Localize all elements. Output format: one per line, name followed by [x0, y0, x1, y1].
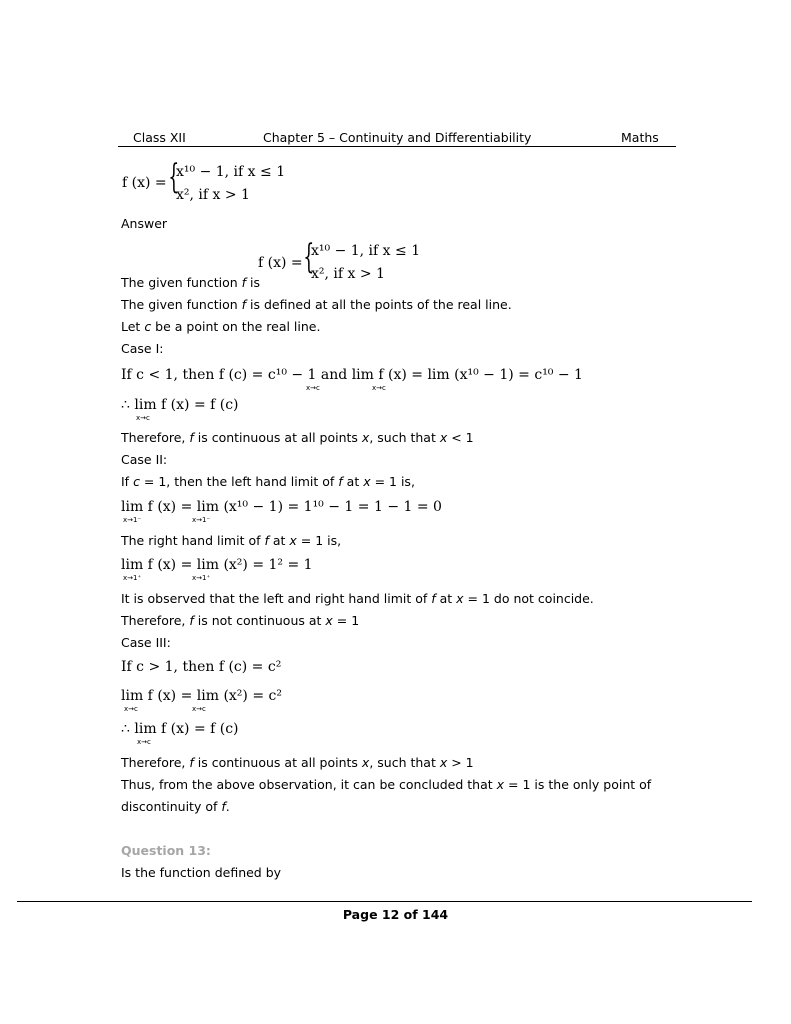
question-13-heading: Question 13:: [121, 843, 211, 858]
page-number: Page 12 of 144: [342, 907, 449, 922]
case1-conclusion: ∴ lim f (x) = f (c): [121, 397, 239, 413]
question-13-text: Is the function defined by: [121, 865, 282, 880]
case3-conclusion: ∴ lim f (x) = f (c): [121, 721, 239, 737]
case1-equation: If c < 1, then f (c) = c¹⁰ − 1 and lim f (x) = lim (x¹⁰ − 1) = c¹⁰ − 1: [121, 367, 583, 383]
right-hand-limit-equation: lim f (x) = lim (x²) = 1² = 1: [121, 557, 313, 573]
header-rule: [118, 146, 676, 147]
header-subject: Maths: [621, 130, 659, 145]
left-hand-limit-equation: lim f (x) = lim (x¹⁰ − 1) = 1¹⁰ − 1 = 1 − 1 = 0: [121, 499, 442, 515]
let-c-line: Let c be a point on the real line.: [121, 319, 321, 334]
case-2-label: Case II:: [121, 452, 168, 467]
case-1-label: Case I:: [121, 341, 164, 356]
given-line: The given function f is: [121, 275, 261, 290]
brace: {: [168, 157, 180, 197]
header-class: Class XII: [133, 130, 186, 145]
defined-line: The given function f is defined at all the points of the real line.: [121, 297, 512, 312]
continuous-line-1: Therefore, f is continuous at all points x, such that x < 1: [121, 430, 474, 445]
footer-rule: [17, 901, 752, 902]
right-hand-limit-line: The right hand limit of f at x = 1 is,: [121, 533, 342, 548]
answer-label: Answer: [121, 216, 168, 231]
header-chapter: Chapter 5 – Continuity and Differentiability: [263, 130, 532, 145]
not-continuous-line: Therefore, f is not continuous at x = 1: [121, 613, 360, 628]
observation-line: It is observed that the left and right hand limit of f at x = 1 do not coincide.: [121, 591, 594, 606]
case-3-label: Case III:: [121, 635, 171, 650]
continuous-line-3: Therefore, f is continuous at all points x, such that x > 1: [121, 755, 474, 770]
left-hand-limit-line: If c = 1, then the left hand limit of f at x = 1 is,: [121, 474, 415, 489]
conclusion-line-1: Thus, from the above observation, it can be concluded that x = 1 is the only point of: [121, 777, 652, 792]
case3-equation-2: lim f (x) = lim (x²) = c²: [121, 688, 282, 704]
conclusion-line-2: discontinuity of f.: [121, 799, 230, 814]
case3-equation-1: If c > 1, then f (c) = c²: [121, 659, 282, 675]
